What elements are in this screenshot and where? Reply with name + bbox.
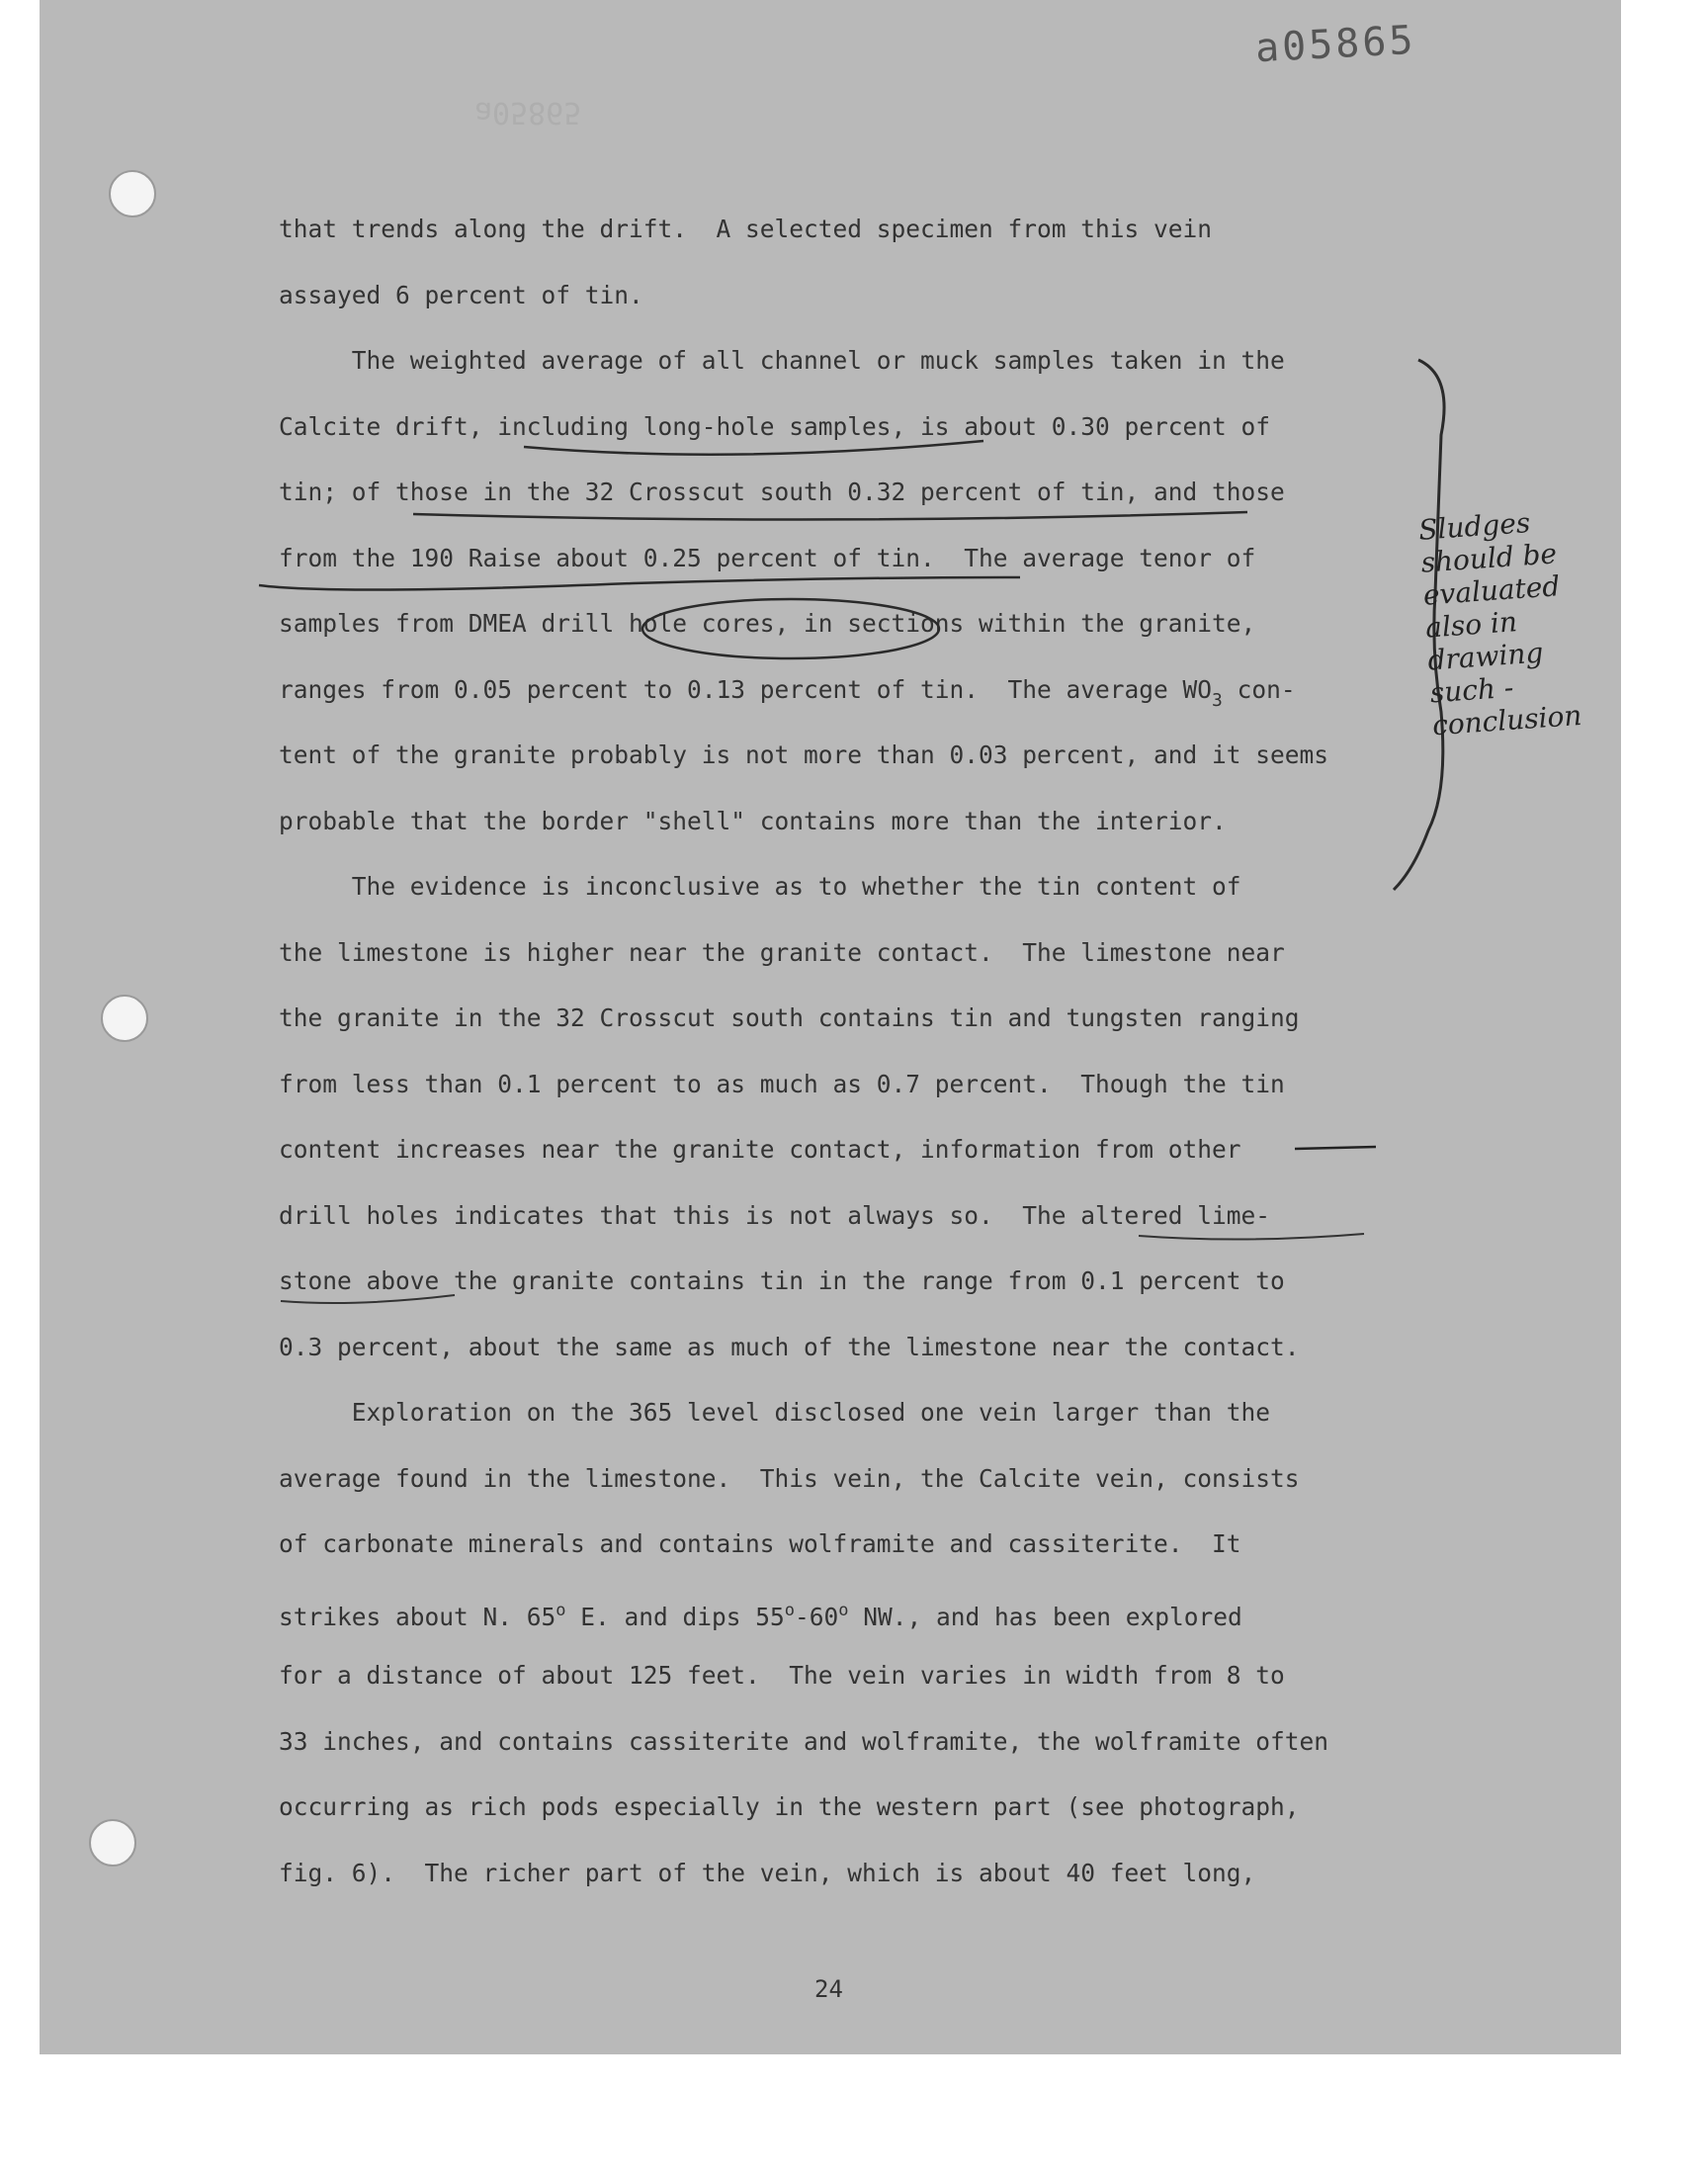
page-number: 24 (814, 1975, 843, 2003)
text-line: 33 inches, and contains cassiterite and wolframite, the wolframite often (279, 1726, 1329, 1756)
text-line: of carbonate minerals and contains wolframite and cassiterite. It (279, 1529, 1241, 1558)
pen-annotations (40, 0, 1621, 2054)
text-segment: con- (1222, 674, 1296, 704)
text-line: stone above the granite contains tin in the range from 0.1 percent to (279, 1266, 1285, 1295)
text-line: occurring as rich pods especially in the western part (see photograph, (279, 1792, 1300, 1821)
text-line: The weighted average of all channel or muck samples taken in the (279, 346, 1285, 375)
circle-drill-hole-cores (642, 599, 939, 658)
underline-altered-lime (1139, 1234, 1364, 1240)
text-line: Exploration on the 365 level disclosed one vein larger than the (279, 1398, 1271, 1427)
text-segment: -60 (795, 1602, 839, 1631)
text-line: that trends along the drift. A selected specimen from this vein (279, 215, 1213, 243)
text-line: for a distance of about 125 feet. The vein varies in width from 8 to (279, 1661, 1285, 1690)
text-line: samples from DMEA drill hole cores, in sections within the granite, (279, 609, 1256, 638)
subscript: 3 (1212, 689, 1223, 711)
scanned-page (40, 0, 1621, 2054)
underline-32-crosscut (413, 512, 1247, 520)
text-line: probable that the border "shell" contains more than the interior. (279, 806, 1227, 835)
note-line: drawing (1426, 636, 1545, 677)
text-line: The evidence is inconclusive as to whether the tin content of (279, 872, 1241, 901)
text-line: content increases near the granite contact, information from other (279, 1135, 1241, 1164)
text-line: tin; of those in the 32 Crosscut south 0.32 percent of tin, and those (279, 478, 1285, 506)
text-line: drill holes indicates that this is not always so. The altered lime- (279, 1200, 1271, 1230)
document-number: a05865 (1253, 17, 1417, 72)
degree-mark: o (838, 1600, 849, 1620)
text-segment: strikes about N. 65 (279, 1602, 556, 1631)
note-line: should be (1419, 537, 1559, 579)
underline-long-hole-samples (524, 441, 983, 455)
degree-mark: o (784, 1600, 796, 1620)
text-line: tent of the granite probably is not more than 0.03 percent, and it seems (279, 740, 1329, 769)
text-line: fig. 6). The richer part of the vein, which is about 40 feet long, (279, 1858, 1256, 1887)
text-segment: E. and dips 55 (565, 1602, 785, 1631)
text-segment: ranges from 0.05 percent to 0.13 percent of tin. The average WO (279, 674, 1213, 704)
text-line: from the 190 Raise about 0.25 percent of tin. The average tenor of (279, 543, 1256, 572)
note-line: Sludges (1417, 506, 1532, 547)
note-line: evaluated (1421, 569, 1562, 612)
text-line: Calcite drift, including long-hole samples, is about 0.30 percent of (279, 411, 1271, 441)
underline-190-raise (259, 577, 1020, 590)
handwritten-margin-note (1417, 499, 1621, 742)
degree-mark: o (555, 1600, 566, 1620)
text-line: average found in the limestone. This vein, the Calcite vein, consists (279, 1463, 1300, 1493)
text-line: assayed 6 percent of tin. (279, 280, 643, 309)
note-line: such - (1428, 670, 1515, 710)
text-segment: NW., and has been explored (848, 1602, 1242, 1631)
note-line: conclusion (1431, 698, 1583, 742)
note-line: also in (1424, 605, 1518, 645)
text-line: from less than 0.1 percent to as much as 0.7 percent. Though the tin (279, 1069, 1285, 1098)
text-line: the granite in the 32 Crosscut south contains tin and tungsten ranging (279, 1003, 1300, 1032)
underline-stone-above (281, 1295, 455, 1303)
strikethrough-other (1295, 1147, 1376, 1149)
ghost-stamp: a05865 (474, 95, 582, 130)
text-line: 0.3 percent, about the same as much of the limestone near the contact. (279, 1332, 1300, 1361)
text-line: the limestone is higher near the granite contact. The limestone near (279, 937, 1285, 967)
